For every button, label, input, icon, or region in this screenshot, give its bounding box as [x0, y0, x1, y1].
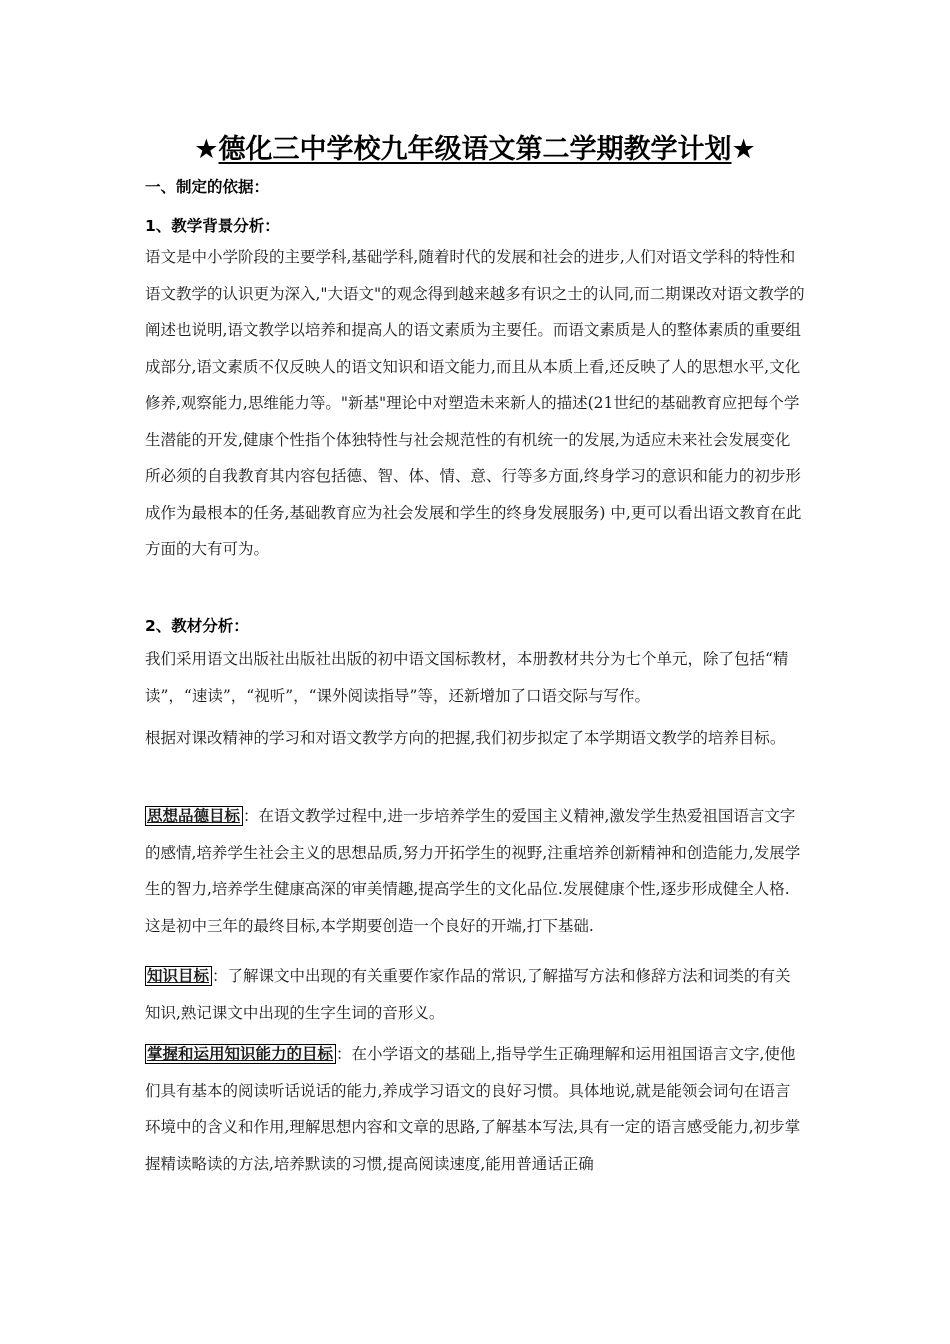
paragraph-background: 语文是中小学阶段的主要学科,基础学科,随着时代的发展和社会的进步,人们对语文学科的特性和语文教学的认识更为深入,"大语文"的观念得到越来越多有识之士的认同,而二期课改对语文教学的阐述也说明,语文教学以培养和提高人的语文素质为主要任。而语文素质是人的整体素质的重要组成部分,语文素质不仅反映人的语文知识和语文能力,而且从本质上看,还反映了人的思想水平,文化修养,观察能力,思维能力等。"新基"理论中对塑造未来新人的描述(21世纪的基础教育应把每个学生潜能的开发,健康个性指个体独特性与社会规范性的有机统一的发展,为适应未来社会发展变化所必须的自我教育其内容包括德、智、体、情、意、行等多方面,终身学习的意识和能力的初步形成作为最根本的任务,基础教育应为社会发展和学生的终身发展服务) 中,更可以看出语文教育在此方面的大有可为。	[145, 248, 805, 558]
star-right-icon: ★	[731, 134, 756, 165]
subheading-background: 1、教学背景分析：	[145, 217, 280, 235]
goal-ability	[145, 1036, 805, 1182]
goal-text-ability: ：在小学语文的基础上,指导学生正确理解和运用祖国语言文字,使他们具有基本的阅读听话说话的能力,养成学习语文的良好习惯。具体地说,就是能领会词句在语言环境中的含义和作用,理解思想内容和文章的思路,了解基本写法,具有一定的语言感受能力,初步掌握精读略读的方法,培养默读的习惯,提高阅读速度,能用普通话正确	[145, 1045, 801, 1173]
paragraph-textbook: 我们采用语文出版社出版社出版的初中语文国标教材，本册教材共分为七个单元，除了包括“精读”，“速读”，“视听”，“课外阅读指导”等，还新增加了口语交际与写作。	[145, 650, 789, 705]
paragraph-plan: 根据对课改精神的学习和对语文教学方向的把握,我们初步拟定了本学期语文教学的培养目标。	[145, 729, 786, 747]
title-text: 德化三中学校九年级语文第二学期教学计划	[218, 134, 732, 165]
goal-label-ability: 掌握和运用知识能力的目标	[145, 1044, 336, 1064]
goal-knowledge	[145, 958, 805, 1031]
goal-label-moral: 思想品德目标	[145, 806, 243, 826]
subheading-textbook: 2、教材分析：	[145, 617, 249, 635]
goal-text-knowledge: ：了解课文中出现的有关重要作家作品的常识,了解描写方法和修辞方法和词类的有关知识,熟记课文中出现的生字生词的音形义。	[145, 967, 791, 1022]
section-heading-basis: 一、制定的依据：	[145, 178, 270, 196]
star-left-icon: ★	[194, 134, 219, 165]
page-title	[0, 130, 950, 170]
goal-label-knowledge: 知识目标	[145, 966, 212, 986]
goal-moral	[145, 798, 805, 944]
goal-text-moral: ：在语文教学过程中,进一步培养学生的爱国主义精神,激发学生热爱祖国语言文字的感情,培养学生社会主义的思想品质,努力开拓学生的视野,注重培养创新精神和创造能力,发展学生的智力,培养学生健康高深的审美情趣,提高学生的文化品位.发展健康个性,逐步形成健全人格.这是初中三年的最终目标,本学期要创造一个良好的开端,打下基础.	[145, 807, 801, 935]
